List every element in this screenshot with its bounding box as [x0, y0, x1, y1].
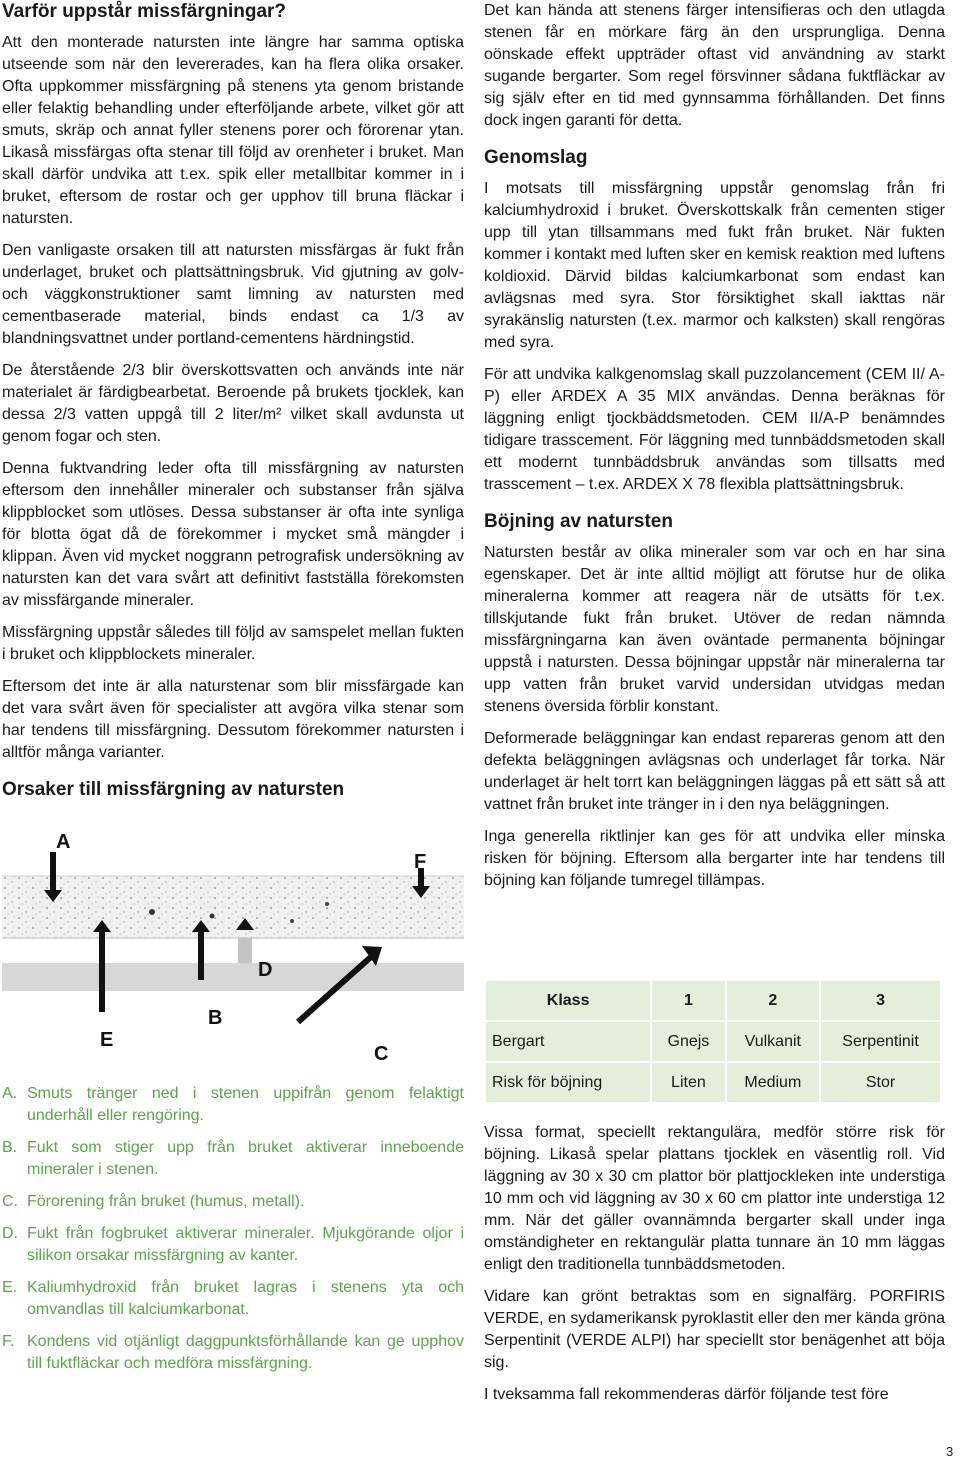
legend-letter: A.: [2, 1085, 18, 1102]
diagram-legend: [2, 1083, 464, 1385]
paragraph: Eftersom det inte är alla naturstenar som blir missfärgade kan det vara svårt även för specialister att avgöra vilka stenar som har tendens till missfärgning. Dessutom förekommer natursten i alltför många varianter.: [2, 678, 464, 761]
table-row-header: Bergart: [486, 1022, 650, 1061]
legend-text: Smuts tränger ned i stenen uppifrån genom felaktigt underhåll eller rengöring.: [27, 1085, 464, 1124]
label-b: B: [208, 1007, 223, 1029]
label-e: E: [100, 1029, 114, 1051]
legend-item: [2, 1277, 464, 1321]
table-row: [486, 1022, 940, 1061]
legend-letter: D.: [2, 1225, 18, 1242]
legend-text: Förorening från bruket (humus, metall).: [27, 1193, 305, 1210]
table-row: [486, 1063, 940, 1102]
paragraph: För att undvika kalkgenomslag skall puzzolancement (CEM II/ A-P) eller ARDEX A 35 MIX användas. Denna beräknas för läggning enligt tjockbäddsmetoden. CEM II/A-P benämndes tidigare trasscement. För läggning med tunnbäddsmetoden skall ett modernt tunnbäddsbruk användas som tillsatts med trasscement – t.ex. ARDEX X 78 flexibla plattsättningsbruk.: [484, 366, 945, 493]
paragraph: De återstående 2/3 blir överskottsvatten och används inte när materialet är färdigbearbetat. Beroende på brukets tjocklek, kan dessa 2/3 vatten uppgå till 2 liter/m² vilket skall avdunsta ut genom fogar och sten.: [2, 362, 464, 445]
table-header-row: [486, 981, 940, 1020]
label-d: D: [258, 959, 273, 981]
paragraph: Vidare kan grönt betraktas som en signalfärg. PORFIRIS VERDE, en sydamerikansk pyroklastit eller den mer kända gröna Serpentinit (VERDE ALPI) har speciellt stor benägenhet att böja sig.: [484, 1288, 945, 1371]
legend-letter: B.: [2, 1139, 18, 1156]
left-column: [2, 0, 464, 802]
legend-letter: C.: [2, 1193, 18, 1210]
paragraph: Missfärgning uppstår således till följd av samspelet mellan fukten i bruket och klippblockets mineraler.: [2, 624, 464, 663]
table-header-cell: Klass: [486, 981, 650, 1020]
paragraph: Deformerade beläggningar kan endast repareras genom att den defekta beläggningen avlägsnas och underlaget får torka. När underlaget är helt torrt kan beläggningen läggas på ett sätt så att vattnet från bruket inte tränger in i den nya beläggningen.: [484, 730, 945, 813]
paragraph: Natursten består av olika mineraler som var och en har sina egenskaper. Det är inte alltid möjligt att förutse hur de olika mineralerna kommer att reagera när de utsätts för t.ex. tillskjutande fukt från bruket. Utöver de redan nämnda missfärgningarna kan även oväntade permanenta böjningar uppstå i natursten. Dessa böjningar uppstår när mineralerna tar upp vatten från bruket varvid undersidan utvidgas medan stenens översida förblir konstant.: [484, 544, 945, 715]
mortar-layer: [2, 963, 464, 991]
table-cell: Medium: [727, 1063, 820, 1102]
table-cell: Gnejs: [652, 1022, 724, 1061]
table-cell: Vulkanit: [727, 1022, 820, 1061]
legend-text: Fukt som stiger upp från bruket aktiverar inneboende mineraler i stenen.: [27, 1139, 464, 1178]
paragraph: I tveksamma fall rekommenderas därför följande test före: [484, 1386, 889, 1403]
page-heading: Varför uppstår missfärgningar?: [2, 1, 287, 22]
joint-d: [238, 938, 252, 963]
legend-item: [2, 1137, 464, 1181]
legend-text: Kondens vid otjänligt daggpunktsförhållande kan ge upphov till fuktfläckar och medföra missfärgning.: [27, 1333, 464, 1372]
legend-item: [2, 1223, 464, 1267]
legend-item: [2, 1331, 464, 1375]
legend-text: Fukt från fogbruket aktiverar mineraler. Mjukgörande oljor i silikon orsakar missfärgning av kanter.: [27, 1225, 464, 1264]
heading-bojning: Böjning av natursten: [484, 511, 673, 532]
legend-item: [2, 1191, 464, 1213]
label-c: C: [374, 1043, 389, 1065]
stone-layer: [2, 876, 464, 938]
label-f: F: [414, 851, 427, 873]
page-number: 3: [946, 1444, 954, 1459]
paragraph: Vissa format, speciellt rektangulära, medför större risk för böjning. Likaså spelar plattans tjocklek en väsentlig roll. Vid läggning av 30 x 30 cm plattor bör plattjockleken inte understiga 10 mm och vid läggning av 30 x 60 cm plattor inte understiga 12 mm. När det gäller ovannämnda bergarter skall under inga omständigheter en rektangulär platta tunnare än 10 mm läggas enligt den traditionella tunnbäddsmetoden.: [484, 1124, 945, 1273]
paragraph: Inga generella riktlinjer kan ges för att undvika eller minska risken för böjning. Eftersom alla bergarter inte har tendens till böjning kan följande tumregel tillämpas.: [484, 828, 945, 889]
right-column: [484, 0, 945, 902]
legend-item: [2, 1083, 464, 1127]
paragraph: I motsats till missfärgning uppstår genomslag från fri kalciumhydroxid i bruket. Överskottskalk från cementen stiger upp till ytan tillsammans med fukt från bruket. När fukten kommer i kontakt med luften sker en kemisk reaktion med luftens koldioxid. Därvid bildas kalciumkarbonat som endast kan avlägsnas med syra. Stor försiktighet skall iakttas när syrakänslig natursten (t.ex. marmor och kalksten) skall rengöras med syra.: [484, 180, 945, 351]
paragraph: Det kan hända att stenens färger intensifieras och den utlagda stenen får en mörkare färg än den ursprungliga. Denna oönskade effekt uppträder oftast vid användning av starkt sugande bergarter. Som regel försvinner sådana fuktfläckar av sig själv efter en tid med gynnsamma förhållanden. Det finns dock ingen garanti för detta.: [484, 2, 945, 129]
paragraph: Den vanligaste orsaken till att natursten missfärgas är fukt från underlaget, bruket och plattsättningsbruk. Vid gjutning av golv- och väggkonstruktioner samt limning av natursten med cementbaserade material, binds endast ca 1/3 av blandningsvattnet under portland-cementens härdningstid.: [2, 242, 464, 347]
legend-letter: F.: [2, 1333, 15, 1350]
section-heading: Orsaker till missfärgning av natursten: [2, 779, 345, 800]
right-column-lower: [484, 1122, 945, 1416]
paragraph: Denna fuktvandring leder ofta till missfärgning av natursten eftersom den innehåller mineraler och substanser från själva klippblocket som utlöses. Dessa substanser är ofta inte synliga för blotta ögat då de förekommer i mycket små mängder i klippan. Även vid mycket noggrann petrografisk undersökning av natursten kan det vara svårt att definitivt fastställa förekomsten av missfärgande mineraler.: [2, 460, 464, 609]
table-cell: Stor: [821, 1063, 940, 1102]
table-cell: Liten: [652, 1063, 724, 1102]
heading-genomslag: Genomslag: [484, 147, 588, 168]
table-header-cell: 3: [821, 981, 940, 1020]
table-cell: Serpentinit: [821, 1022, 940, 1061]
legend-text: Kaliumhydroxid från bruket lagras i stenens yta och omvandlas till kalciumkarbonat.: [27, 1279, 464, 1318]
stone-cross-section-diagram: [2, 826, 464, 1068]
paragraph: Att den monterade natursten inte längre har samma optiska utseende som när den levererades, kan ha flera olika orsaker. Ofta uppkommer missfärgning på stenens yta genom bristande eller felaktig behandling under efterföljande arbete, vilket gör att smuts, skräp och annat fyller stenens porer och förorenar ytan. Likaså missfärgas ofta stenar till följd av orenheter i bruket. Man skall därför undvika att t.ex. spik eller metallbitar kommer in i bruket, eftersom de rostar och ger upphov till bruna fläckar i natursten.: [2, 34, 464, 227]
table-header-cell: 2: [727, 981, 820, 1020]
bending-risk-table: [484, 979, 942, 1104]
table-row-header: Risk för böjning: [486, 1063, 650, 1102]
legend-letter: E.: [2, 1279, 18, 1296]
table-header-cell: 1: [652, 981, 724, 1020]
label-a: A: [56, 831, 71, 853]
